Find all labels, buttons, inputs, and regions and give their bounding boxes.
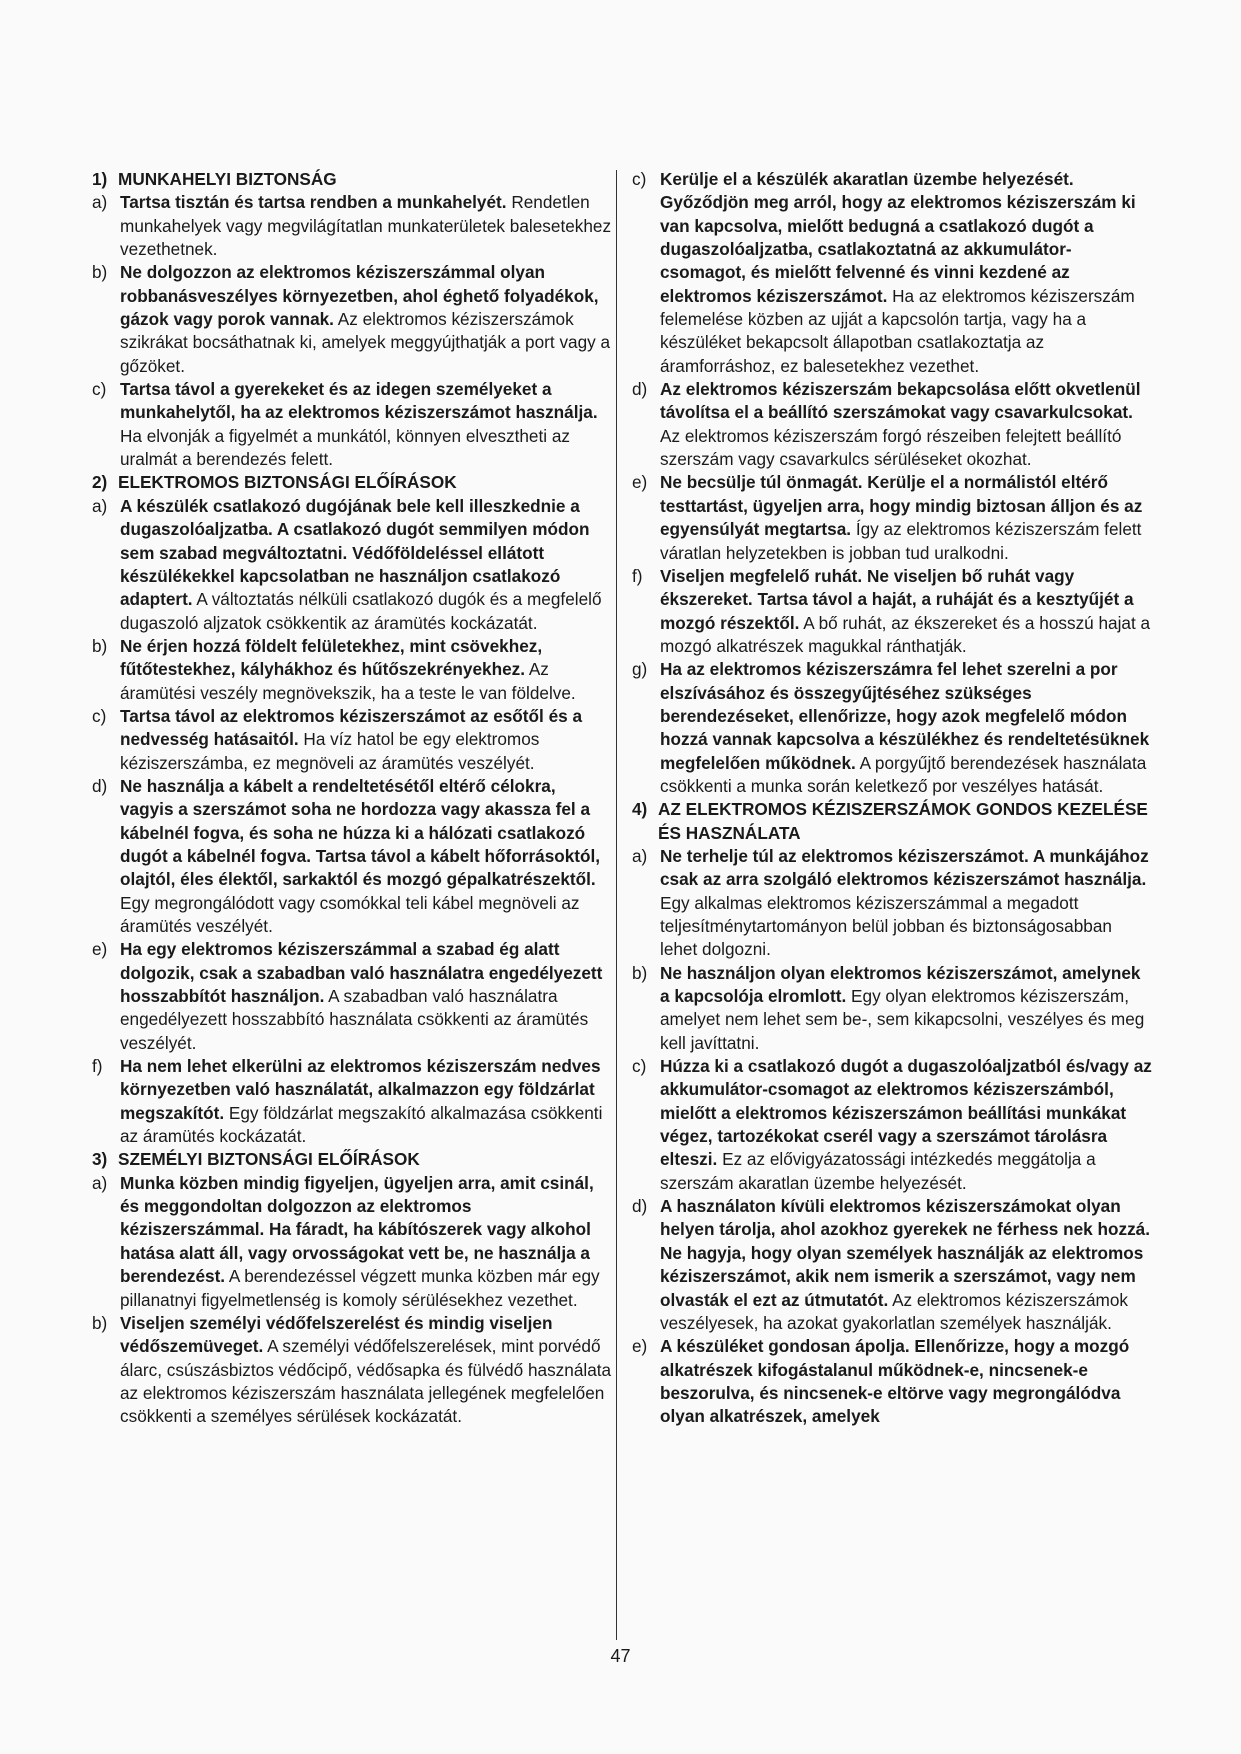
item-bold-text: Tartsa távol az elektromos kéziszerszámot az esőtől és a nedvesség hatásaitól. (120, 705, 583, 750)
item-bold-text: Ha egy elektromos kéziszerszámmal a szabad ég alatt dolgozik, csak a szabadban való használatra engedélyezett hosszabbítót használjon. (120, 939, 603, 1007)
list-item (632, 1195, 1152, 1335)
item-bold-text: Ne dolgozzon az elektromos kéziszerszámmal olyan robbanásveszélyes környezetben, ahol éghető folyadékok, gázok vagy porok vannak. (120, 262, 599, 330)
section-title: SZEMÉLYI BIZTONSÁGI ELŐÍRÁSOK (118, 1149, 420, 1170)
item-marker: b) (92, 635, 108, 656)
section-heading (92, 168, 612, 191)
section-title: AZ ELEKTROMOS KÉZISZERSZÁMOK GONDOS KEZELÉSE ÉS HASZNÁLATA (658, 799, 1148, 843)
item-marker: b) (632, 962, 648, 983)
item-text: A berendezéssel végzett munka közben már egy pillanatnyi figyelmetlenség is komoly sérülésekhez vezethet. (120, 1266, 600, 1310)
list-item (632, 962, 1152, 1055)
item-marker: a) (92, 192, 108, 213)
item-bold-text: Húzza ki a csatlakozó dugót a dugaszolóaljzatból és/vagy az akkumulátor-csomagot az elektromos kéziszerszámból, mielőtt a elektromos kéziszerszámon beállítási munkákat végez, tartozékokat cserél vagy a szerszámot tárolásra elteszi. (660, 1056, 1152, 1170)
item-marker: d) (92, 775, 108, 796)
item-text: Ha víz hatol be egy elektromos kéziszerszámba, ez megnöveli az áramütés veszélyét. (120, 729, 540, 773)
list-item (632, 168, 1152, 378)
item-bold-text: Ne használjon olyan elektromos kéziszerszámot, amelynek a kapcsolója elromlott. (660, 962, 1141, 1007)
list-item (92, 1055, 612, 1148)
item-marker: a) (632, 845, 648, 866)
list-item (632, 845, 1152, 962)
item-bold-text: Ne becsülje túl önmagát. Kerülje el a normálistól eltérő testtartást, ügyeljen arra, hogy mindig biztosan álljon és az egyensúlyát megtartsa. (660, 472, 1143, 540)
item-text: Az elektromos kéziszerszámok szikrákat bocsáthatnak ki, amelyek meggyújthatják a port vagy a gőzöket. (120, 309, 611, 376)
item-bold-text: Tartsa tisztán és tartsa rendben a munkahelyét. (120, 192, 507, 213)
section-heading (92, 471, 612, 494)
list-item (632, 658, 1152, 798)
page-number: 47 (610, 1646, 631, 1666)
list-item (92, 261, 612, 378)
item-text: A változtatás nélküli csatlakozó dugók és a megfelelő dugaszoló aljzatok csökkentik az áramütés kockázatát. (120, 589, 602, 633)
item-text: Az elektromos kéziszerszámok veszélyesek, ha azokat gyakorlatlan személyek használják. (660, 1289, 1129, 1333)
item-bold-text: Ne használja a kábelt a rendeltetésétől eltérő célokra, vagyis a szerszámot soha ne hordozza vagy akassza fel a kábelnél fogva, és soha ne húzza ki a hálózati csatlakozó dugót a kábelnél fogva. Tartsa távol a kábelt hőforrásoktól, olajtól, éles élektől, sarkaktól és mozgó gépalkatrészektől. (120, 775, 601, 890)
item-text: Ha az elektromos kéziszerszám felemelése közben az ujját a kapcsolón tartja, vagy ha a készüléket bekapcsolt állapotban csatlakoztatja az áramforráshoz, ez balesetekhez vezethet. (660, 285, 1135, 376)
list-item (92, 495, 612, 635)
list-item (632, 1335, 1152, 1428)
item-text: A szabadban való használatra engedélyezett hosszabbító használata csökkenti az áramütés veszélyét. (120, 986, 589, 1053)
item-text: Ha elvonják a figyelmét a munkától, könnyen elvesztheti az uralmát a berendezés felett. (120, 425, 570, 470)
section-heading (92, 1148, 612, 1171)
item-bold-text: A készülék csatlakozó dugójának bele kell illeszkednie a dugaszolóaljzatba. A csatlakozó dugót semmilyen módon sem szabad megváltoztatni. Védőföldeléssel ellátott készülékekkel kapcsolatban ne használjon csatlakozó adaptert. (120, 495, 590, 610)
left-column (92, 168, 612, 1429)
column-divider (616, 170, 617, 1640)
section-title: ELEKTROMOS BIZTONSÁGI ELŐÍRÁSOK (118, 472, 457, 493)
item-marker: g) (632, 659, 648, 680)
item-bold-text: Munka közben mindig figyeljen, ügyeljen arra, amit csinál, és meggondoltan dolgozzon az elektromos kéziszerszámmal. Ha fáradt, ha kábítószerek vagy alkohol hatása alatt áll, vagy orvosságokat vett be, ne használja a berendezést. (120, 1172, 594, 1287)
item-marker: b) (92, 262, 108, 283)
item-bold-text: Ha az elektromos kéziszerszámra fel lehet szerelni a por elszívásához és összegyűjtéséhez szükséges berendezéseket, ellenőrizze, hogy azok megfelelő módon hozzá vannak kapcsolva a készülékhez és rendeltetésüknek megfelelően működnek. (660, 659, 1150, 773)
item-bold-text: Kerülje el a készülék akaratlan üzembe helyezését. Győződjön meg arról, hogy az elektromos kéziszerszám ki van kapcsolva, mielőtt bedugná a csatlakozó dugót a dugaszolóaljzatba, csatlakoztatná az akkumulátor-csomagot, és mielőtt felvenné és vinni kezdené az elektromos kéziszerszámot. (660, 169, 1136, 306)
item-marker: e) (92, 939, 108, 960)
item-marker: b) (92, 1312, 108, 1333)
item-marker: e) (632, 1336, 648, 1357)
item-text: A személyi védőfelszerelések, mint porvédő álarc, csúszásbiztos védőcipő, védősapka és fülvédő használata az elektromos kéziszerszám használata jellegének megfelelően csökkenti a személyes sérülések kockázatát. (120, 1336, 612, 1427)
list-item (92, 635, 612, 705)
item-bold-text: Ne terhelje túl az elektromos kéziszerszámot. A munkájához csak az arra szolgáló elektromos kéziszerszámot használja. (660, 845, 1149, 890)
section-title: MUNKAHELYI BIZTONSÁG (118, 169, 337, 189)
item-bold-text: A készüléket gondosan ápolja. Ellenőrizze, hogy a mozgó alkatrészek kifogástalanul működnek-e, nincsenek-e beszorulva, és nincsenek-e eltörve vagy megrongálódva olyan alkatrészek, amelyek (660, 1336, 1130, 1427)
item-marker: c) (632, 1056, 647, 1077)
list-item (92, 938, 612, 1055)
section-number: 2) (92, 472, 108, 493)
list-item (632, 378, 1152, 471)
item-marker: c) (92, 379, 107, 400)
item-marker: f) (92, 1056, 103, 1077)
list-item (92, 775, 612, 938)
item-bold-text: Ne érjen hozzá földelt felületekhez, mint csövekhez, fűtőtestekhez, kályhákhoz és hűtőszekrényekhez. (120, 635, 543, 680)
item-marker: f) (632, 565, 643, 586)
item-text: Az elektromos kéziszerszám forgó részeiben felejtett beállító szerszám vagy csavarkulcs sérüléseket okozhat. (660, 425, 1122, 470)
item-text: A porgyűjtő berendezések használata csökkenti a munka során keletkező por veszélyes hatását. (660, 752, 1147, 796)
item-text: Egy olyan elektromos kéziszerszám, amelyet nem lehet sem be-, sem kikapcsolni, veszélyes és meg kell javíttatni. (660, 986, 1145, 1053)
list-item (92, 1172, 612, 1312)
list-item (92, 191, 612, 261)
list-item (632, 565, 1152, 658)
list-item (632, 471, 1152, 564)
item-bold-text: Viseljen személyi védőfelszerelést és mindig viseljen védőszemüveget. (120, 1312, 553, 1357)
item-text: Egy megrongálódott vagy csomókkal teli kábel megnöveli az áramütés veszélyét. (120, 892, 580, 936)
item-bold-text: Az elektromos kéziszerszám bekapcsolása előtt okvetlenül távolítsa el a beállító szerszámokat vagy csavarkulcsokat. (660, 379, 1141, 423)
item-text: Az áramütési veszély megnövekszik, ha a teste le van földelve. (120, 659, 576, 703)
item-text: Ez az elővigyázatossági intézkedés meggátolja a szerszám akaratlan üzembe helyezését. (660, 1149, 1096, 1193)
item-text: Egy földzárlat megszakító alkalmazása csökkenti az áramütés kockázatát. (120, 1102, 603, 1147)
item-marker: d) (632, 379, 648, 400)
item-text: Így az elektromos kéziszerszám felett váratlan helyzetekben is jobban tud uralkodni. (660, 519, 1142, 563)
item-bold-text: Ha nem lehet elkerülni az elektromos kéziszerszám nedves környezetben való használatát, alkalmazzon egy földzárlat megszakítót. (120, 1056, 601, 1123)
item-text: Rendetlen munkahelyek vagy megvilágítatlan munkaterületek balesetekhez vezethetnek. (120, 192, 612, 260)
list-item (92, 1312, 612, 1429)
section-number: 1) (92, 169, 108, 189)
item-marker: a) (92, 495, 108, 516)
item-bold-text: Viseljen megfelelő ruhát. Ne viseljen bő ruhát vagy ékszereket. Tartsa távol a haját, a ruháját és a kesztyűjét a mozgó részektől. (660, 565, 1134, 633)
right-column (632, 168, 1152, 1429)
section-heading (632, 798, 1152, 845)
item-text: A bő ruhát, az ékszereket és a hosszú hajat a mozgó alkatrészek magukkal ránthatják. (660, 612, 1151, 656)
list-item (92, 378, 612, 471)
section-number: 3) (92, 1149, 108, 1170)
item-marker: a) (92, 1172, 108, 1193)
item-text: Egy alkalmas elektromos kéziszerszámmal a megadott teljesítménytartományon belül jobban és biztonságosabban lehet dolgozni. (660, 892, 1112, 960)
list-item (92, 705, 612, 775)
item-marker: c) (632, 169, 647, 189)
section-number: 4) (632, 799, 648, 820)
list-item (632, 1055, 1152, 1195)
item-marker: d) (632, 1196, 648, 1217)
item-bold-text: Tartsa távol a gyerekeket és az idegen személyeket a munkahelytől, ha az elektromos kéziszerszámot használja. (120, 379, 598, 423)
item-marker: c) (92, 705, 107, 726)
item-marker: e) (632, 472, 648, 493)
item-bold-text: A használaton kívüli elektromos kéziszerszámokat olyan helyen tárolja, ahol azokhoz gyerekek ne férhess nek hozzá. Ne hagyja, hogy olyan személyek használják az elektromos kéziszerszámot, akik nem ismerik a szerszámot, vagy nem olvasták el ezt az útmutatót. (660, 1196, 1151, 1310)
